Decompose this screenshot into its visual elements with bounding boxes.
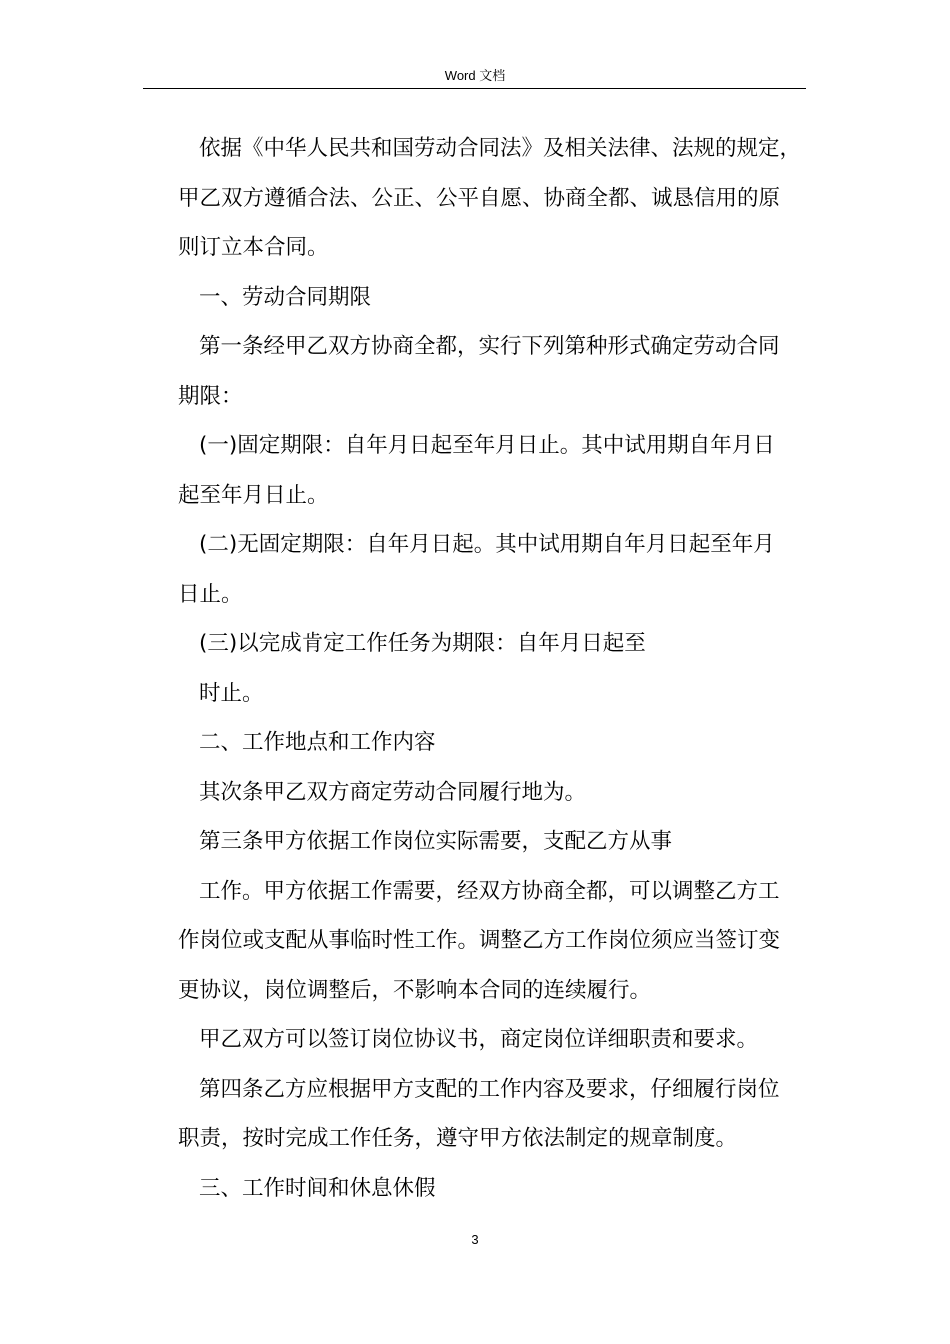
text-line: 依据《中华人民共和国劳动合同法》及相关法律、法规的规定， — [199, 136, 802, 161]
text-line: (二)无固定期限：自年月日起。其中试用期自年月日起至年月 — [199, 532, 775, 557]
document-body — [178, 124, 808, 1213]
text-line: 则订立本合同。 — [178, 235, 329, 260]
text-line: 期限： — [178, 383, 243, 409]
page-header-label: Word 文档 — [444, 68, 506, 83]
text-line: 第三条甲方依据工作岗位实际需要，支配乙方从事 — [199, 829, 673, 854]
text-line: 第四条乙方应根据甲方支配的工作内容及要求，仔细履行岗位 — [199, 1076, 780, 1102]
text-line: 工作。甲方依据工作需要，经双方协商全都，可以调整乙方工 — [199, 878, 780, 904]
text-line: 三、工作时间和休息休假 — [199, 1175, 436, 1201]
header-divider — [143, 88, 806, 89]
text-line: 更协议，岗位调整后，不影响本合同的连续履行。 — [178, 977, 652, 1003]
text-line: 职责，按时完成工作任务，遵守甲方依法制定的规章制度。 — [178, 1126, 738, 1151]
text-line: 时止。 — [199, 680, 264, 706]
text-line: (三)以完成肯定工作任务为期限：自年月日起至 — [199, 631, 646, 656]
text-line: 二、工作地点和工作内容 — [199, 730, 436, 755]
text-line: 起至年月日止。 — [178, 482, 329, 508]
text-line: 日止。 — [178, 581, 243, 607]
text-line: (一)固定期限：自年月日起至年月日止。其中试用期自年月日 — [199, 433, 775, 458]
text-line: 其次条甲乙双方商定劳动合同履行地为。 — [199, 779, 587, 805]
text-line: 作岗位或支配从事临时性工作。调整乙方工作岗位须应当签订变 — [178, 928, 781, 953]
page-number: 3 — [471, 1232, 479, 1247]
text-line: 第一条经甲乙双方协商全都，实行下列第种形式确定劳动合同 — [199, 334, 780, 359]
text-line: 一、劳动合同期限 — [199, 284, 372, 310]
text-line: 甲乙双方遵循合法、公正、公平自愿、协商全都、诚恳信用的原 — [178, 185, 781, 211]
text-line: 甲乙双方可以签订岗位协议书，商定岗位详细职责和要求。 — [199, 1027, 759, 1052]
